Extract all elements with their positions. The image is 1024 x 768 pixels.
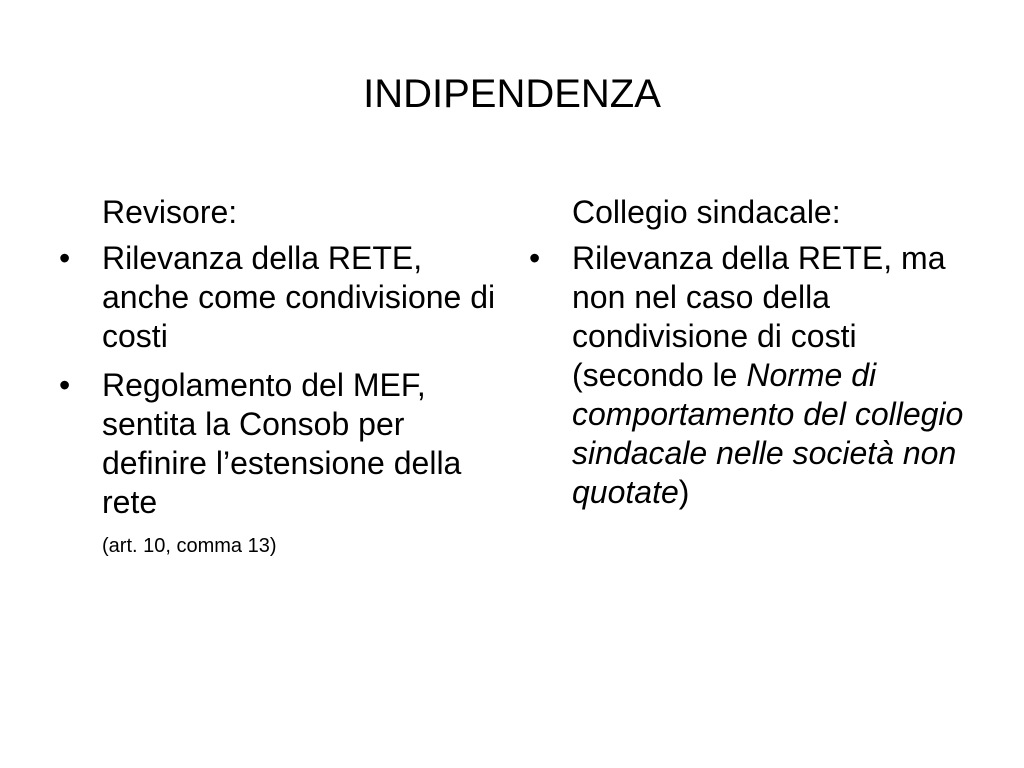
list-item [55,239,505,356]
list-item [525,239,975,512]
list-item [55,366,505,522]
bullet-icon: • [59,367,71,403]
bullet-icon: • [59,240,71,276]
left-bullet-list [55,239,505,522]
left-column [55,193,505,560]
bullet-icon: • [529,240,541,276]
bullet-text: Rilevanza della RETE, anche come condivisione di costi [102,240,496,354]
right-column [525,193,975,522]
bullet-text [572,240,963,510]
bullet-text-regular: Rilevanza della RETE, ma non nel caso della condivisione di costi (secondo le [572,240,946,393]
article-reference-note: (art. 10, comma 13) [102,535,277,557]
left-column-heading: Revisore: [102,194,238,230]
bullet-text-italic: Norme di comportamento del collegio sindacale nelle società non quotate [572,357,964,510]
right-column-heading: Collegio sindacale: [572,194,841,230]
slide-title: INDIPENDENZA [363,72,661,116]
bullet-text-closing: ) [678,474,690,510]
bullet-text: Regolamento del MEF, sentita la Consob per definire l’estensione della rete [102,367,462,520]
right-bullet-list [525,239,975,512]
